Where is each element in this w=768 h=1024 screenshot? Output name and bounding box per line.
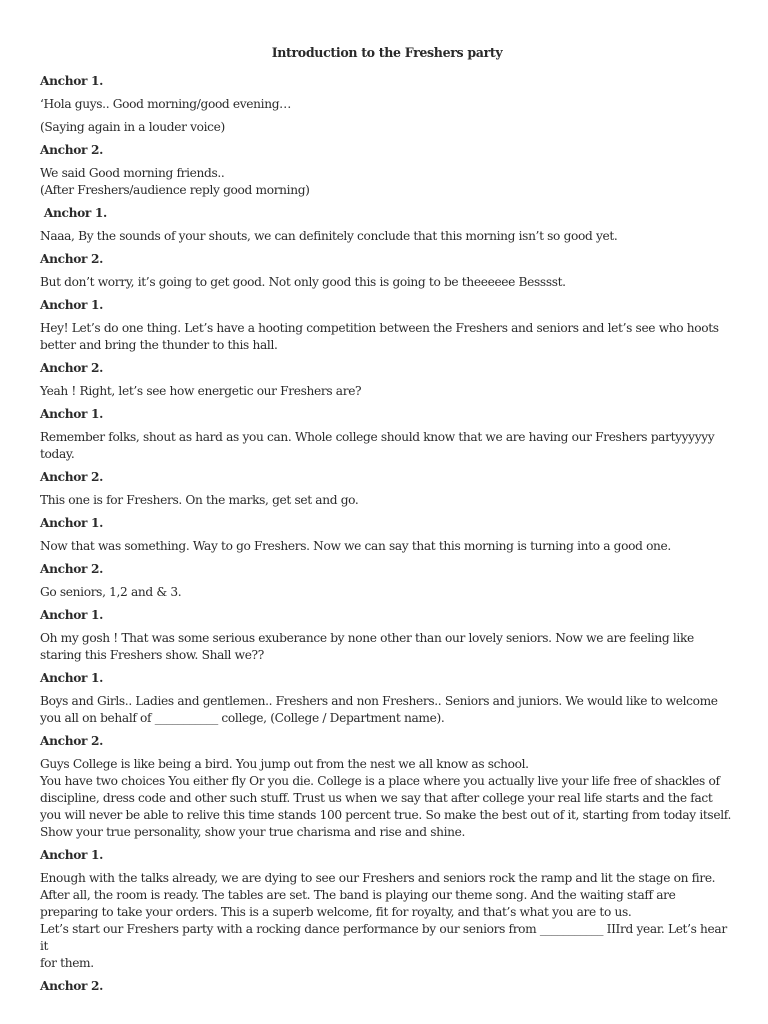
- text-line: Hey! Let’s do one thing. Let’s have a hooting competition between the Freshers and seniors and let’s see who hoots: [40, 321, 719, 335]
- text-line: (After Freshers/audience reply good morning): [40, 183, 310, 197]
- text-line: Anchor 1.: [40, 298, 103, 312]
- text-line: We said Good morning friends..: [40, 166, 225, 180]
- dialogue-paragraph: [40, 693, 734, 727]
- dialogue-paragraph: [40, 119, 734, 136]
- dialogue-paragraph: [40, 584, 734, 601]
- speaker-label: [40, 205, 734, 222]
- document-page: [40, 44, 734, 1001]
- speaker-label: [40, 297, 734, 314]
- text-line: you all on behalf of ___________ college, (College / Department name).: [40, 711, 445, 725]
- text-line: Now that was something. Way to go Freshers. Now we can say that this morning is turning into a good one.: [40, 539, 671, 553]
- text-line: Enough with the talks already, we are dying to see our Freshers and seniors rock the ramp and lit the stage on fire.: [40, 871, 716, 885]
- text-line: Anchor 1.: [40, 608, 103, 622]
- dialogue-paragraph: [40, 228, 734, 245]
- text-line: Anchor 2.: [40, 470, 103, 484]
- text-line: Anchor 2.: [40, 562, 103, 576]
- speaker-label: [40, 469, 734, 486]
- speaker-label: [40, 978, 734, 995]
- dialogue-paragraph: [40, 538, 734, 555]
- text-line: Let’s start our Freshers party with a rocking dance performance by our seniors from ___________ IIIrd year. Let’s hear it: [40, 922, 727, 953]
- text-line: Yeah ! Right, let’s see how energetic our Freshers are?: [40, 384, 362, 398]
- text-line: Anchor 2.: [40, 143, 103, 157]
- text-line: you will never be able to relive this time stands 100 percent true. So make the best out of it, starting from today itself.: [40, 808, 731, 822]
- speaker-label: [40, 561, 734, 578]
- text-line: This one is for Freshers. On the marks, get set and go.: [40, 493, 359, 507]
- text-line: staring this Freshers show. Shall we??: [40, 648, 264, 662]
- text-line: Anchor 2.: [40, 979, 103, 993]
- dialogue-paragraph: [40, 320, 734, 354]
- dialogue-paragraph: [40, 165, 734, 199]
- text-line: (Saying again in a louder voice): [40, 120, 225, 134]
- text-line: Guys College is like being a bird. You jump out from the nest we all know as school.: [40, 757, 529, 771]
- speaker-label: [40, 142, 734, 159]
- text-line: Anchor 1.: [40, 848, 103, 862]
- text-line: better and bring the thunder to this hall.: [40, 338, 278, 352]
- dialogue-paragraph: [40, 383, 734, 400]
- text-line: Boys and Girls.. Ladies and gentlemen.. Freshers and non Freshers.. Seniors and juniors. We would like to welcome: [40, 694, 718, 708]
- text-line: today.: [40, 447, 75, 461]
- speaker-label: [40, 670, 734, 687]
- document-title: Introduction to the Freshers party: [271, 45, 503, 60]
- speaker-label: [40, 515, 734, 532]
- text-line: Oh my gosh ! That was some serious exuberance by none other than our lovely seniors. Now we are feeling like: [40, 631, 694, 645]
- text-line: Anchor 1.: [40, 206, 107, 220]
- text-line: Anchor 1.: [40, 671, 103, 685]
- text-line: Anchor 1.: [40, 74, 103, 88]
- dialogue-paragraph: [40, 870, 734, 972]
- speaker-label: [40, 607, 734, 624]
- text-line: But don’t worry, it’s going to get good. Not only good this is going to be theeeeee Besssst.: [40, 275, 566, 289]
- text-line: Anchor 1.: [40, 407, 103, 421]
- speaker-label: [40, 251, 734, 268]
- text-line: Remember folks, shout as hard as you can. Whole college should know that we are having our Freshers partyyyyyy: [40, 430, 715, 444]
- dialogue-paragraph: [40, 274, 734, 291]
- text-line: You have two choices You either fly Or you die. College is a place where you actually live your life free of shackles of: [40, 774, 720, 788]
- speaker-label: [40, 360, 734, 377]
- dialogue-paragraph: [40, 96, 734, 113]
- text-line: ‘Hola guys.. Good morning/good evening…: [40, 97, 292, 111]
- speaker-label: [40, 406, 734, 423]
- text-line: Anchor 1.: [40, 516, 103, 530]
- text-line: discipline, dress code and other such stuff. Trust us when we say that after college your real life starts and the fact: [40, 791, 713, 805]
- script-body: [40, 73, 734, 995]
- text-line: Anchor 2.: [40, 361, 103, 375]
- text-line: After all, the room is ready. The tables are set. The band is playing our theme song. And the waiting staff are: [40, 888, 676, 902]
- text-line: Anchor 2.: [40, 734, 103, 748]
- speaker-label: [40, 847, 734, 864]
- dialogue-paragraph: [40, 492, 734, 509]
- text-line: Naaa, By the sounds of your shouts, we can definitely conclude that this morning isn’t so good yet.: [40, 229, 618, 243]
- speaker-label: [40, 73, 734, 90]
- speaker-label: [40, 733, 734, 750]
- dialogue-paragraph: [40, 630, 734, 664]
- text-line: for them.: [40, 956, 94, 970]
- text-line: Anchor 2.: [40, 252, 103, 266]
- text-line: Go seniors, 1,2 and & 3.: [40, 585, 182, 599]
- dialogue-paragraph: [40, 756, 734, 841]
- text-line: Show your true personality, show your true charisma and rise and shine.: [40, 825, 466, 839]
- dialogue-paragraph: [40, 429, 734, 463]
- text-line: preparing to take your orders. This is a superb welcome, fit for royalty, and that’s what you are to us.: [40, 905, 632, 919]
